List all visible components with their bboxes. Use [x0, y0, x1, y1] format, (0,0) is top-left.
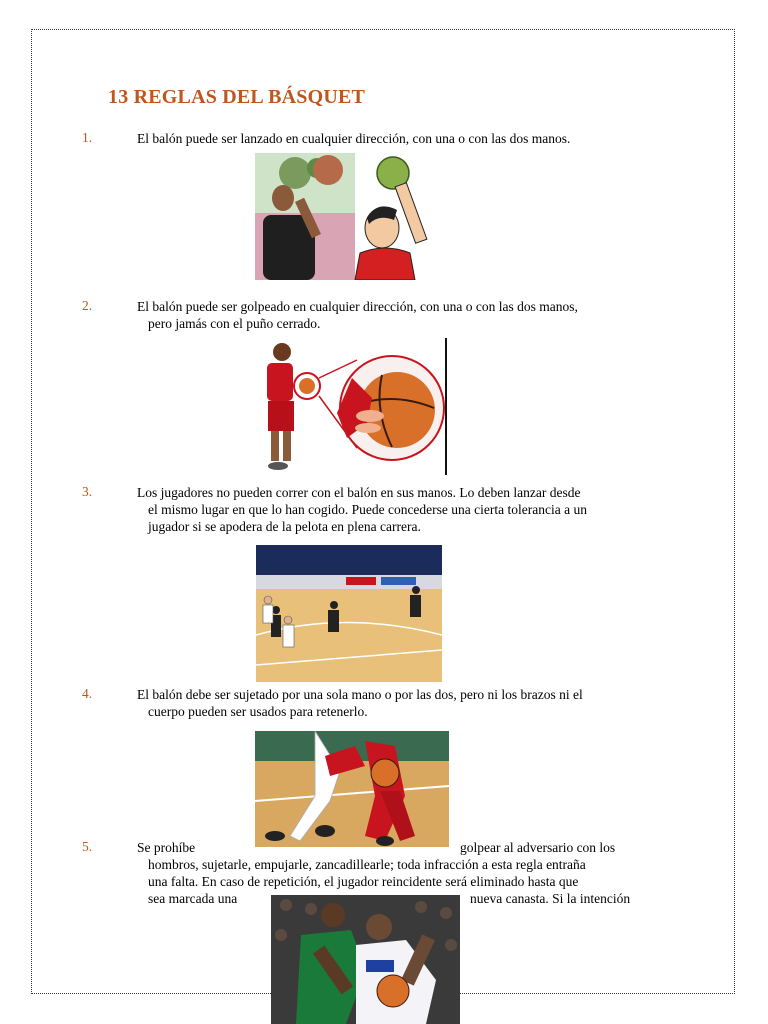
rule-1-line-1: El balón puede ser lanzado en cualquier dirección, con una o con las dos manos. [137, 131, 571, 146]
rule-3-line-2: el mismo lugar en que lo han cogido. Puede concederse una cierta tolerancia a un [148, 502, 587, 517]
rule-1-number: 1. [82, 130, 93, 145]
rule-4-line-1: El balón debe ser sujetado por una sola mano o por las dos, pero ni los brazos ni el [137, 687, 583, 702]
rule-5-line-2: hombros, sujetarle, empujarle, zancadillearle; toda infracción a esta regla entraña [148, 857, 586, 872]
rule-2-text [137, 298, 657, 332]
rule-5-image [271, 895, 460, 1024]
rule-2-line-1: El balón puede ser golpeado en cualquier dirección, con una o con las dos manos, [137, 299, 578, 314]
rule-5-line-4a: sea marcada una [148, 891, 238, 906]
rule-1-text [137, 130, 657, 147]
rule-5-line-1a: Se prohíbe [137, 840, 196, 855]
rule-2-image [262, 338, 450, 475]
rule-5-number: 5. [82, 839, 93, 854]
rule-5-line-1b: golpear al adversario con los [460, 840, 616, 855]
rule-4-image [255, 731, 449, 847]
rule-5-line-4b: nueva canasta. Si la intención [470, 891, 631, 906]
rule-5-line-3: una falta. En caso de repetición, el jugador reincidente será eliminado hasta que [148, 874, 579, 889]
rule-1-image [255, 153, 440, 280]
rule-3-image [256, 545, 442, 682]
rule-3-text [137, 484, 657, 535]
rule-4-text [137, 686, 657, 720]
page-title: 13 REGLAS DEL BÁSQUET [108, 86, 366, 108]
rule-2-number: 2. [82, 298, 93, 313]
rule-3-line-3: jugador si se apodera de la pelota en plena carrera. [148, 519, 421, 534]
rule-4-number: 4. [82, 686, 93, 701]
rule-4-line-2: cuerpo pueden ser usados para retenerlo. [148, 704, 368, 719]
rule-2-line-2: pero jamás con el puño cerrado. [148, 316, 321, 331]
rule-3-number: 3. [82, 484, 93, 499]
rule-3-line-1: Los jugadores no pueden correr con el balón en sus manos. Lo deben lanzar desde [137, 485, 581, 500]
